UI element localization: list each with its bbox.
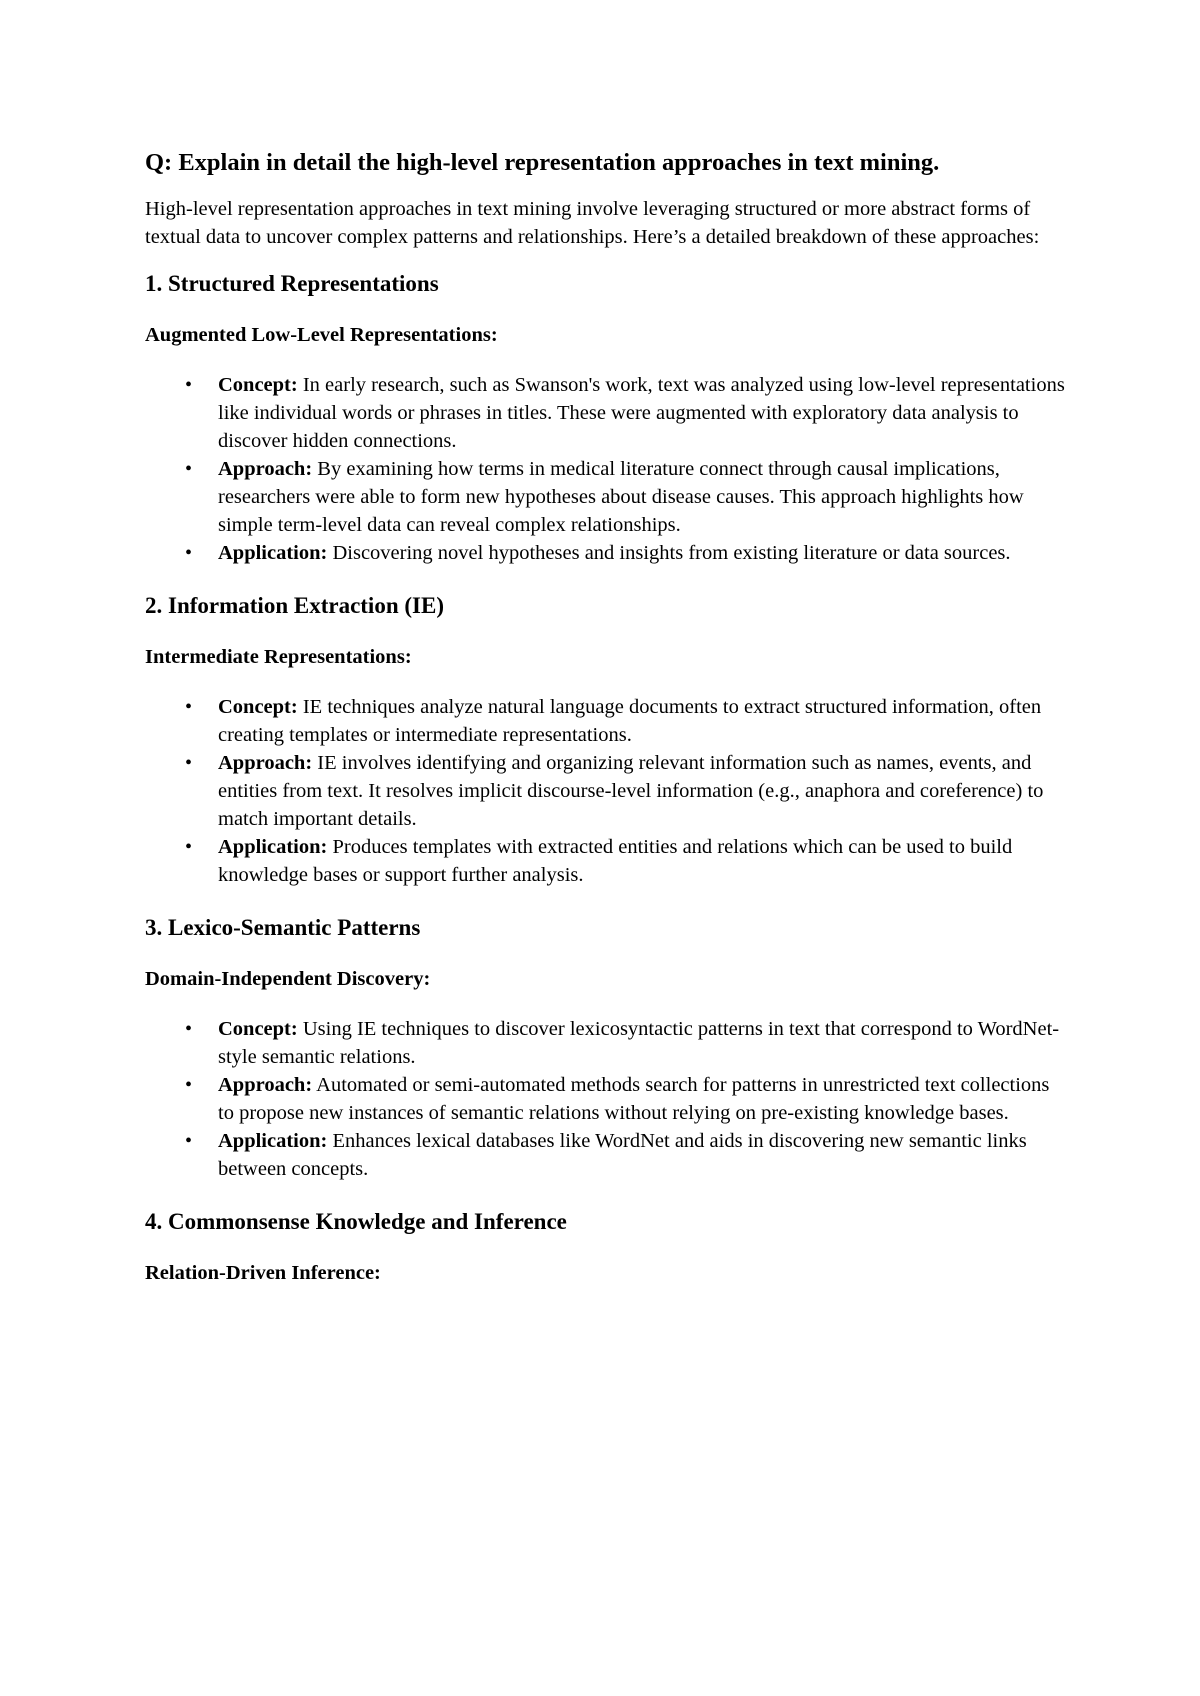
bullet-item (145, 539, 1065, 567)
bullet-term: Application: (218, 1130, 328, 1152)
bullet-term: Application: (218, 542, 328, 564)
bullet-text: Discovering novel hypotheses and insights from existing literature or data sources. (327, 542, 1011, 564)
section-heading: 3. Lexico-Semantic Patterns (145, 915, 421, 940)
section-lexico-semantic-patterns (145, 913, 1065, 1183)
bullet-item (145, 371, 1065, 455)
bullet-item (145, 749, 1065, 833)
bullet-term: Concept: (218, 696, 298, 718)
bullet-term: Concept: (218, 374, 298, 396)
bullet-text: In early research, such as Swanson's work, text was analyzed using low-level representations like individual words or phrases in titles. These were augmented with exploratory data analysis to discover hidden connections. (218, 374, 1065, 452)
bullet-icon: • (185, 752, 193, 774)
bullet-icon: • (185, 1018, 193, 1040)
section-subheading: Domain-Independent Discovery: (145, 968, 431, 990)
section-heading: 4. Commonsense Knowledge and Inference (145, 1209, 567, 1234)
bullet-text: IE involves identifying and organizing relevant information such as names, events, and entities from text. It resolves implicit discourse-level information (e.g., anaphora and coreference) to match important details. (218, 752, 1044, 830)
bullet-text: Enhances lexical databases like WordNet and aids in discovering new semantic links between concepts. (218, 1130, 1027, 1180)
bullet-icon: • (185, 1130, 193, 1152)
bullet-text: IE techniques analyze natural language documents to extract structured information, often creating templates or intermediate representations. (218, 696, 1042, 746)
section-information-extraction (145, 591, 1065, 889)
section-subheading: Intermediate Representations: (145, 646, 412, 668)
section-heading: 1. Structured Representations (145, 271, 439, 296)
bullet-text: Produces templates with extracted entities and relations which can be used to build knowledge bases or support further analysis. (218, 836, 1013, 886)
bullet-item (145, 693, 1065, 749)
bullet-item (145, 1071, 1065, 1127)
section-commonsense-knowledge (145, 1207, 1065, 1287)
bullet-icon: • (185, 836, 193, 858)
bullet-term: Approach: (218, 1074, 313, 1096)
bullet-icon: • (185, 1074, 193, 1096)
section-subheading: Relation-Driven Inference: (145, 1262, 381, 1284)
bullet-icon: • (185, 458, 193, 480)
bullet-term: Concept: (218, 1018, 298, 1040)
bullet-term: Approach: (218, 752, 313, 774)
bullet-list (145, 1015, 1065, 1183)
bullet-list (145, 371, 1065, 567)
bullet-item (145, 1127, 1065, 1183)
question-heading: Q: Explain in detail the high-level representation approaches in text mining. (145, 149, 940, 176)
intro-paragraph: High-level representation approaches in text mining involve leveraging structured or more abstract forms of textual data to uncover complex patterns and relationships. Here’s a detailed breakdown of these approaches: (145, 198, 1040, 248)
document-page (145, 146, 1065, 1309)
section-structured-representations (145, 269, 1065, 567)
bullet-term: Approach: (218, 458, 313, 480)
bullet-term: Application: (218, 836, 328, 858)
bullet-text: By examining how terms in medical literature connect through causal implications, researchers were able to form new hypotheses about disease causes. This approach highlights how simple term-level data can reveal complex relationships. (218, 458, 1024, 536)
bullet-item (145, 455, 1065, 539)
bullet-text: Automated or semi-automated methods search for patterns in unrestricted text collections to propose new instances of semantic relations without relying on pre-existing knowledge bases. (218, 1074, 1050, 1124)
section-subheading: Augmented Low-Level Representations: (145, 324, 498, 346)
section-heading: 2. Information Extraction (IE) (145, 593, 444, 618)
bullet-list (145, 693, 1065, 889)
bullet-icon: • (185, 696, 193, 718)
bullet-icon: • (185, 374, 193, 396)
bullet-item (145, 1015, 1065, 1071)
bullet-text: Using IE techniques to discover lexicosyntactic patterns in text that correspond to WordNet-style semantic relations. (218, 1018, 1060, 1068)
bullet-item (145, 833, 1065, 889)
bullet-icon: • (185, 542, 193, 564)
